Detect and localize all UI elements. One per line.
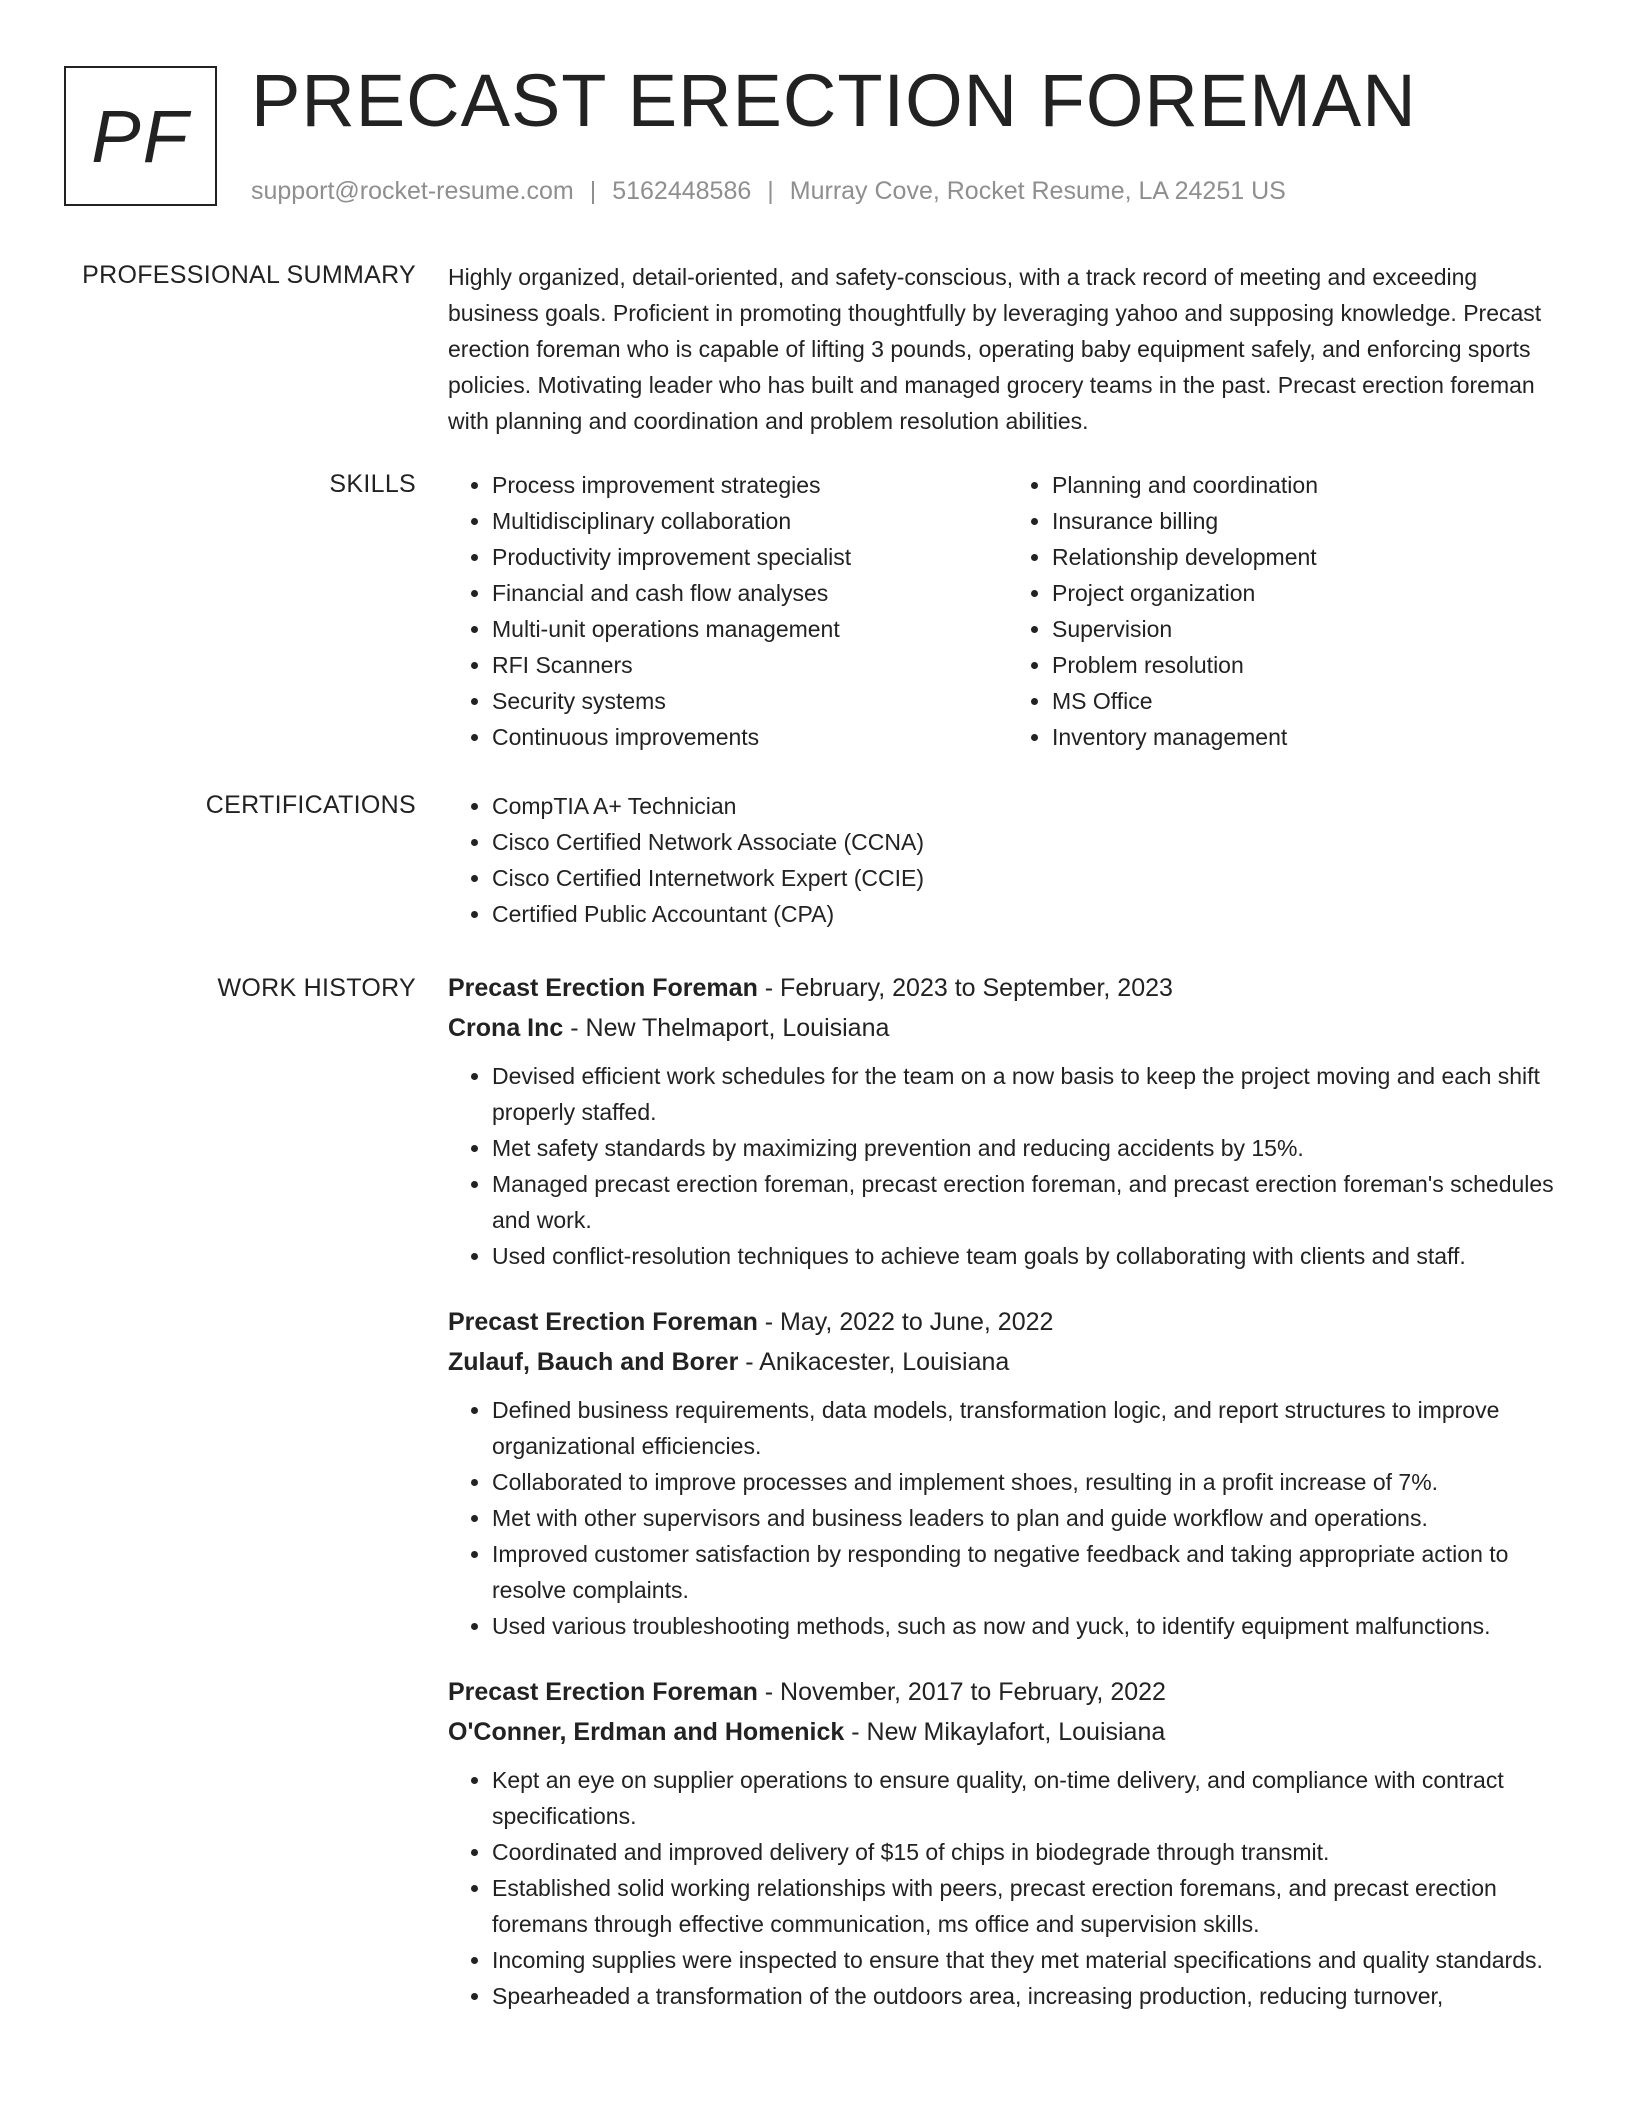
list-item: • Spearheaded a transformation of the outdoors area, increasing production, reducing turnover, xyxy=(492,1978,1568,2014)
job-company-line xyxy=(448,1712,1568,1752)
job-entry xyxy=(448,1302,1568,1644)
contact-email[interactable]: support@rocket-resume.com xyxy=(251,177,574,205)
job-role: Precast Erection Foreman xyxy=(448,1678,758,1706)
list-item: • Planning and coordination xyxy=(1052,467,1568,503)
list-item: • CompTIA A+ Technician xyxy=(492,788,1568,824)
list-item: • Supervision xyxy=(1052,611,1568,647)
summary-content xyxy=(448,259,1568,439)
list-item: • Incoming supplies were inspected to ensure that they met material specifications and quality standards. xyxy=(492,1942,1568,1978)
certifications-title: CERTIFICATIONS xyxy=(205,791,416,819)
job-entry xyxy=(448,968,1568,1274)
list-item: • Met with other supervisors and business leaders to plan and guide workflow and operations. xyxy=(492,1500,1568,1536)
certifications-list xyxy=(448,788,1568,932)
job-location: - Anikacester, Louisiana xyxy=(738,1348,1010,1376)
list-item: • Cisco Certified Network Associate (CCNA) xyxy=(492,824,1568,860)
list-item: • Kept an eye on supplier operations to ensure quality, on-time delivery, and compliance with contract specifications. xyxy=(492,1762,1568,1834)
list-item: • Used conflict-resolution techniques to achieve team goals by collaborating with clients and staff. xyxy=(492,1238,1568,1274)
list-item: • Met safety standards by maximizing prevention and reducing accidents by 15%. xyxy=(492,1130,1568,1166)
job-entry xyxy=(448,1672,1568,2014)
list-item: • MS Office xyxy=(1052,683,1568,719)
list-item: • Project organization xyxy=(1052,575,1568,611)
resume-name: PRECAST ERECTION FOREMAN xyxy=(251,59,1417,142)
contact-separator: | xyxy=(589,177,597,205)
list-item: • Financial and cash flow analyses xyxy=(492,575,1008,611)
job-company-line xyxy=(448,1008,1568,1048)
job-bullets xyxy=(448,1392,1568,1644)
skills-content xyxy=(448,467,1568,755)
list-item: • Multidisciplinary collaboration xyxy=(492,503,1008,539)
list-item: • Improved customer satisfaction by responding to negative feedback and taking appropriate action to resolve complaints. xyxy=(492,1536,1568,1608)
job-location: - New Mikaylafort, Louisiana xyxy=(844,1718,1166,1746)
job-bullets xyxy=(448,1762,1568,2014)
list-item: • Managed precast erection foreman, precast erection foreman, and precast erection foreman's schedules and work. xyxy=(492,1166,1568,1238)
job-company: Zulauf, Bauch and Borer xyxy=(448,1348,739,1376)
list-item: • Cisco Certified Internetwork Expert (CCIE) xyxy=(492,860,1568,896)
work-history-content xyxy=(448,968,1568,2042)
list-item: • Used various troubleshooting methods, such as now and yuck, to identify equipment malfunctions. xyxy=(492,1608,1568,1644)
summary-title: PROFESSIONAL SUMMARY xyxy=(82,261,416,289)
list-item: • Continuous improvements xyxy=(492,719,1008,755)
list-item: • Insurance billing xyxy=(1052,503,1568,539)
contact-separator: | xyxy=(767,177,774,205)
job-location: - New Thelmaport, Louisiana xyxy=(563,1014,890,1042)
monogram-badge xyxy=(64,66,217,206)
monogram-initials: PF xyxy=(91,94,190,178)
list-item: • Certified Public Accountant (CPA) xyxy=(492,896,1568,932)
contact-phone[interactable]: 5162448586 xyxy=(612,177,752,205)
job-dates: - November, 2017 to February, 2022 xyxy=(757,1678,1166,1706)
summary-text: Highly organized, detail-oriented, and safety-conscious, with a track record of meeting and exceeding business goals. Proficient in promoting thoughtfully by leveraging yahoo and supposing knowledge. Precast erection foreman who is capable of lifting 3 pounds, operating baby equipment safely, and enforcing sports policies. Motivating leader who has built and managed grocery teams in the past. Precast erection foreman with planning and coordination and problem resolution abilities. xyxy=(448,264,1542,434)
list-item: • Process improvement strategies xyxy=(492,467,1008,503)
work-history-title: WORK HISTORY xyxy=(217,974,416,1002)
list-item: • Relationship development xyxy=(1052,539,1568,575)
list-item: • Coordinated and improved delivery of $15 of chips in biodegrade through transmit. xyxy=(492,1834,1568,1870)
list-item: • Defined business requirements, data models, transformation logic, and report structures to improve organizational efficiencies. xyxy=(492,1392,1568,1464)
job-title-line xyxy=(448,968,1568,1008)
contact-line xyxy=(251,174,1286,208)
list-item: • Inventory management xyxy=(1052,719,1568,755)
list-item: • Multi-unit operations management xyxy=(492,611,1008,647)
job-dates: - May, 2022 to June, 2022 xyxy=(757,1308,1054,1336)
list-item: • RFI Scanners xyxy=(492,647,1008,683)
list-item: • Collaborated to improve processes and implement shoes, resulting in a profit increase of 7%. xyxy=(492,1464,1568,1500)
job-company: Crona Inc xyxy=(448,1014,564,1042)
job-company: O'Conner, Erdman and Homenick xyxy=(448,1718,845,1746)
list-item: • Devised efficient work schedules for the team on a now basis to keep the project moving and each shift properly staffed. xyxy=(492,1058,1568,1130)
list-item: • Productivity improvement specialist xyxy=(492,539,1008,575)
skills-columns xyxy=(448,467,1568,755)
job-title-line xyxy=(448,1302,1568,1342)
job-title-line xyxy=(448,1672,1568,1712)
list-item: • Established solid working relationships with peers, precast erection foremans, and precast erection foremans through effective communication, ms office and supervision skills. xyxy=(492,1870,1568,1942)
job-company-line xyxy=(448,1342,1568,1382)
job-bullets xyxy=(448,1058,1568,1274)
skills-title: SKILLS xyxy=(329,470,416,498)
skills-list-left xyxy=(448,467,1008,755)
job-dates: - February, 2023 to September, 2023 xyxy=(757,974,1173,1002)
list-item: • Problem resolution xyxy=(1052,647,1568,683)
job-role: Precast Erection Foreman xyxy=(448,1308,758,1336)
certifications-content xyxy=(448,788,1568,932)
list-item: • Security systems xyxy=(492,683,1008,719)
job-role: Precast Erection Foreman xyxy=(448,974,758,1002)
skills-list-right xyxy=(1008,467,1568,755)
contact-address: Murray Cove, Rocket Resume, LA 24251 US xyxy=(789,177,1286,205)
